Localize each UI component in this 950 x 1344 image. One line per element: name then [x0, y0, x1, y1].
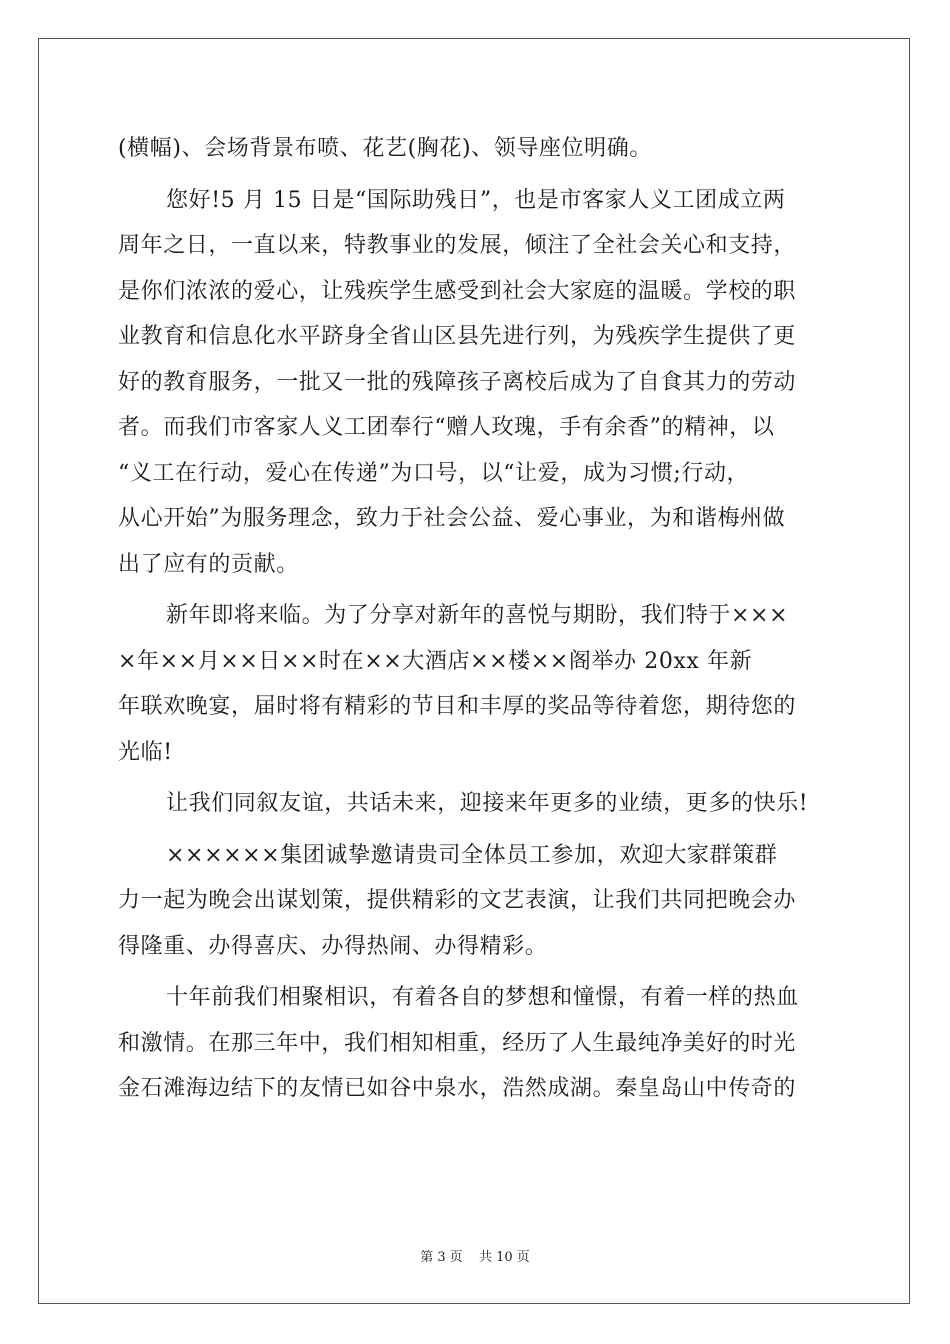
text-line: 业教育和信息化水平跻身全省山区县先进行列，为残疾学生提供了更 — [118, 324, 797, 349]
page-total: 共 10 页 — [478, 1250, 530, 1265]
text-line: 金石滩海边结下的友情已如谷中泉水，浩然成湖。秦皇岛山中传奇的 — [118, 1076, 797, 1101]
paragraph — [118, 781, 834, 827]
paragraph — [118, 178, 834, 588]
text-line: 者。而我们市客家人义工团奉行“赠人玫瑰，手有余香”的精神，以 — [118, 415, 775, 440]
text-line: ××××××集团诚挚邀请贵司全体员工参加，欢迎大家群策群 — [166, 842, 778, 868]
text-line: 从心开始”为服务理念，致力于社会公益、爱心事业，为和谐梅州做 — [118, 506, 786, 531]
text-line: ×年××月××日××时在××大酒店××楼××阁举办 20xx 年新 — [118, 648, 753, 674]
paragraph — [118, 833, 834, 970]
paragraph — [118, 593, 834, 775]
page-number: 第 3 页 — [420, 1250, 463, 1265]
text-line: 得隆重、办得喜庆、办得热闹、办得精彩。 — [118, 933, 548, 959]
text-line: 周年之日，一直以来，特教事业的发展，倾注了全社会关心和支持， — [118, 233, 797, 258]
document-body — [118, 126, 834, 1112]
text-line: 新年即将来临。为了分享对新年的喜悦与期盼，我们特于××× — [166, 603, 789, 628]
text-line: 十年前我们相聚相识，有着各自的梦想和憧憬，有着一样的热血 — [166, 985, 799, 1010]
paragraph — [118, 975, 834, 1112]
text-line: 光临! — [118, 739, 173, 765]
text-line: 出了应有的贡献。 — [118, 551, 299, 577]
text-line: 力一起为晚会出谋划策，提供精彩的文艺表演，让我们共同把晚会办 — [118, 888, 797, 913]
text-line: 让我们同叙友谊，共话未来，迎接来年更多的业绩，更多的快乐! — [166, 791, 809, 816]
text-line: 是你们浓浓的爱心，让残疾学生感受到社会大家庭的温暖。学校的职 — [118, 278, 797, 304]
paragraph — [118, 126, 834, 172]
text-line: (横幅)、会场背景布喷、花艺(胸花)、领导座位明确。 — [118, 136, 652, 161]
text-line: 您好!5 月 15 日是“国际助残日”，也是市客家人义工团成立两 — [166, 187, 786, 213]
page-footer — [0, 1246, 950, 1265]
text-line: 和激情。在那三年中，我们相知相重，经历了人生最纯净美好的时光 — [118, 1030, 797, 1056]
text-line: “义工在行动，爱心在传递”为口号，以“让爱，成为习惯;行动， — [118, 460, 750, 486]
text-line: 好的教育服务，一批又一批的残障孩子离校后成为了自食其力的劳动 — [118, 369, 797, 395]
text-line: 年联欢晚宴，届时将有精彩的节目和丰厚的奖品等待着您，期待您的 — [118, 694, 797, 719]
